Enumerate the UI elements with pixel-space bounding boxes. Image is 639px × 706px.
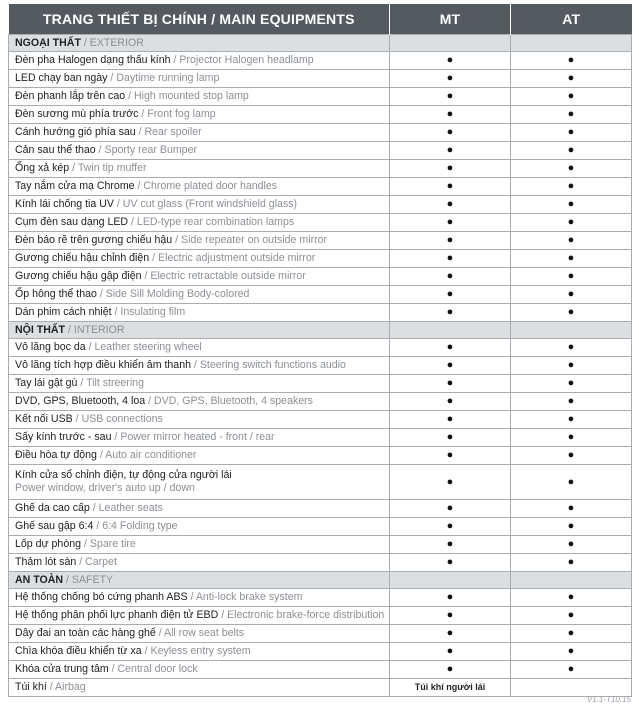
feature-name (9, 393, 390, 411)
feature-name-en: Tilt streering (86, 377, 144, 389)
feature-name-sep: / (46, 681, 56, 693)
feature-mt-mark: ● (390, 447, 511, 465)
feature-name (9, 214, 390, 232)
feature-name-sep: / (145, 395, 154, 407)
feature-at-mark: ● (511, 106, 632, 124)
feature-row (9, 142, 632, 160)
table-header-row (9, 4, 632, 35)
feature-mt-mark: ● (390, 518, 511, 536)
feature-name-sep: / (113, 198, 123, 210)
feature-at-mark: ● (511, 70, 632, 88)
feature-name (9, 589, 390, 607)
feature-name-en: Front fog lamp (147, 108, 216, 120)
header-title: TRANG THIẾT BỊ CHÍNH / MAIN EQUIPMENTS (9, 4, 390, 35)
feature-name-vn: Gương chiếu hậu chỉnh điện (15, 252, 150, 264)
feature-name-vn: Ghế sau gập 6:4 (15, 520, 94, 532)
feature-mt-mark: ● (390, 196, 511, 214)
feature-row (9, 393, 632, 411)
feature-name (9, 286, 390, 304)
feature-name (9, 554, 390, 572)
feature-name-vn: Ghế da cao cấp (15, 502, 90, 514)
feature-at-mark: ● (511, 196, 632, 214)
feature-name-sep: / (95, 144, 105, 156)
feature-name-en: Carpet (85, 556, 117, 568)
feature-name (9, 339, 390, 357)
feature-name (9, 70, 390, 88)
feature-mt-mark: ● (390, 375, 511, 393)
feature-name (9, 447, 390, 465)
header-mt: MT (390, 4, 511, 35)
feature-name-sep: / (96, 288, 106, 300)
feature-name (9, 106, 390, 124)
feature-name-en: Keyless entry system (150, 645, 251, 657)
feature-name-sep: / (69, 162, 78, 174)
feature-name-vn: Điều hòa tự động (15, 449, 97, 461)
feature-at-mark: ● (511, 250, 632, 268)
feature-name-en: UV cut glass (Front windshield glass) (122, 198, 298, 210)
feature-name-en: Insulating film (120, 306, 186, 318)
feature-row (9, 232, 632, 250)
feature-name-vn: Dây đai an toàn các hàng ghế (15, 627, 156, 639)
feature-at-mark: ● (511, 304, 632, 322)
feature-row (9, 447, 632, 465)
feature-name-en: Steering switch functions audio (199, 359, 346, 371)
feature-name-sep: / (89, 502, 99, 514)
feature-mt-mark: ● (390, 52, 511, 70)
feature-at-mark: ● (511, 214, 632, 232)
feature-row (9, 465, 632, 500)
feature-row (9, 268, 632, 286)
feature-name-vn: Hệ thống chống bó cứng phanh ABS (15, 591, 188, 603)
feature-at-mark: ● (511, 124, 632, 142)
feature-at-mark: ● (511, 589, 632, 607)
section-title (9, 322, 390, 339)
feature-name-en: Rear spoiler (144, 126, 202, 138)
feature-mt-mark: ● (390, 643, 511, 661)
feature-at-mark: ● (511, 536, 632, 554)
feature-row (9, 357, 632, 375)
feature-name-sep: / (72, 413, 82, 425)
feature-name (9, 411, 390, 429)
feature-name-vn: Cản sau thể thao (15, 144, 96, 156)
feature-name-vn: Tay nắm cửa mạ Chrome (15, 180, 135, 192)
feature-name-en: Chrome plated door handles (143, 180, 278, 192)
feature-name (9, 536, 390, 554)
feature-name-vn: LED chạy ban ngày (15, 72, 108, 84)
feature-name-en: USB connections (81, 413, 163, 425)
feature-name-sep: / (81, 538, 90, 550)
feature-name-vn: Hệ thống phân phối lực phanh điện tử EBD (15, 609, 219, 621)
equipment-sheet (8, 4, 631, 697)
feature-name-en: Side Sill Molding Body-colored (105, 288, 250, 300)
feature-name-en: Electric adjustment outside mirror (158, 252, 316, 264)
feature-at-mark: ● (511, 286, 632, 304)
section-title-vn: NGOẠI THẤT (15, 36, 81, 49)
feature-name (9, 178, 390, 196)
section-blank-at (511, 35, 632, 52)
feature-name-en: Electric retractable outside mirror (150, 270, 306, 282)
feature-name-vn: Đèn pha Halogen dạng thấu kính (15, 54, 171, 66)
feature-row (9, 500, 632, 518)
feature-row (9, 70, 632, 88)
feature-name-vn: Kính lái chống tia UV (15, 198, 114, 210)
feature-row (9, 429, 632, 447)
feature-row (9, 339, 632, 357)
feature-name-sep: / (172, 234, 182, 246)
feature-name-sep: / (134, 180, 144, 192)
section-title-en: EXTERIOR (89, 36, 144, 49)
feature-name-en: Central door lock (117, 663, 198, 675)
feature-mt-mark: ● (390, 339, 511, 357)
feature-name-vn: Gương chiếu hậu gập điện (15, 270, 142, 282)
feature-name-vn: Sấy kính trước - sau (15, 431, 112, 443)
feature-name-en: High mounted stop lamp (133, 90, 249, 102)
feature-name-sep: / (107, 72, 117, 84)
feature-mt-mark: ● (390, 88, 511, 106)
feature-name-sep: / (141, 645, 151, 657)
header-at: AT (511, 4, 632, 35)
feature-row (9, 250, 632, 268)
section-title-en: SAFETY (71, 573, 114, 586)
section-title-sep: / (63, 573, 72, 586)
feature-mt-mark: ● (390, 661, 511, 679)
feature-name-en: DVD, GPS, Bluetooth, 4 speakers (153, 395, 313, 407)
feature-mt-mark: ● (390, 160, 511, 178)
feature-name-en: Anti-lock brake system (195, 591, 303, 603)
feature-row (9, 304, 632, 322)
feature-row (9, 375, 632, 393)
feature-name (9, 643, 390, 661)
feature-name-en: Power mirror heated - front / rear (120, 431, 275, 443)
feature-mt-mark: ● (390, 607, 511, 625)
feature-name-vn: Đèn sương mù phía trước (15, 108, 139, 120)
feature-name-vn: Ống xả kép (15, 162, 70, 174)
feature-row (9, 554, 632, 572)
feature-mt-mark: ● (390, 268, 511, 286)
feature-name-en: 6:4 Folding type (102, 520, 178, 532)
section-title-en: INTERIOR (73, 323, 125, 336)
feature-row (9, 607, 632, 625)
feature-name-vn: Vô lăng bọc da (15, 341, 89, 353)
feature-name (9, 465, 390, 500)
feature-name-sep: / (108, 663, 118, 675)
feature-row (9, 52, 632, 70)
feature-name (9, 250, 390, 268)
feature-row (9, 178, 632, 196)
feature-row (9, 536, 632, 554)
feature-name-sep: / (111, 431, 121, 443)
feature-name-sep: / (170, 54, 180, 66)
feature-mt-mark: ● (390, 536, 511, 554)
feature-name-sep: / (88, 341, 95, 353)
feature-name-vn: Túi khí (15, 681, 47, 693)
feature-name (9, 232, 390, 250)
feature-name-sep: / (138, 108, 148, 120)
feature-mt-mark: ● (390, 304, 511, 322)
feature-at-mark: ● (511, 142, 632, 160)
feature-at-mark: ● (511, 160, 632, 178)
feature-mt-mark: ● (390, 411, 511, 429)
feature-name-en: Twin tip muffer (77, 162, 147, 174)
feature-name (9, 500, 390, 518)
feature-name-vn: Cánh hướng gió phía sau (15, 126, 136, 138)
section-title-sep: / (80, 36, 90, 49)
feature-at-mark: ● (511, 607, 632, 625)
feature-name (9, 679, 390, 697)
feature-at-mark: ● (511, 268, 632, 286)
feature-at-mark: ● (511, 339, 632, 357)
feature-row (9, 625, 632, 643)
section-blank-mt (390, 322, 511, 339)
feature-name-vn: Cụm đèn sau dạng LED (15, 216, 129, 228)
feature-name-en: Airbag (55, 681, 86, 693)
feature-name-sep: / (76, 556, 86, 568)
feature-mt-mark: ● (390, 286, 511, 304)
section-row (9, 572, 632, 589)
feature-at-mark: ● (511, 357, 632, 375)
feature-name-vn: Chìa khóa điều khiển từ xa (15, 645, 142, 657)
section-title (9, 572, 390, 589)
feature-name-sep: / (155, 627, 165, 639)
feature-mt-mark: ● (390, 429, 511, 447)
section-title-vn: AN TOÀN (15, 573, 64, 586)
feature-row (9, 661, 632, 679)
section-blank-at (511, 572, 632, 589)
section-title-vn: NỘI THẤT (15, 323, 66, 336)
feature-row (9, 589, 632, 607)
feature-row (9, 643, 632, 661)
section-row (9, 35, 632, 52)
feature-at-mark: ● (511, 429, 632, 447)
feature-at-mark: ● (511, 500, 632, 518)
feature-name-sep: / (190, 359, 200, 371)
feature-mt-mark: ● (390, 625, 511, 643)
feature-name-en: Electronic brake-force distribution (227, 609, 385, 621)
feature-name-en: Leather steering wheel (94, 341, 202, 353)
feature-name-vn: Vô lăng tích hợp điều khiển âm thanh (15, 359, 191, 371)
feature-name (9, 88, 390, 106)
feature-name-vn: DVD, GPS, Bluetooth, 4 loa (15, 395, 146, 407)
feature-name-en: Spare tire (89, 538, 136, 550)
feature-name (9, 142, 390, 160)
feature-at-mark: ● (511, 375, 632, 393)
feature-name (9, 268, 390, 286)
feature-row (9, 411, 632, 429)
feature-name (9, 625, 390, 643)
feature-name-vn: Tay lái gật gù (15, 377, 78, 389)
feature-mt-mark: ● (390, 124, 511, 142)
feature-at-mark: ● (511, 554, 632, 572)
feature-name-en: Leather seats (98, 502, 163, 514)
feature-name-vn: Ốp hông thể thao (15, 288, 97, 300)
feature-at-mark: ● (511, 411, 632, 429)
feature-name-vn: Thảm lót sàn (15, 556, 77, 568)
feature-name-sep: / (141, 270, 151, 282)
feature-at-mark: ● (511, 661, 632, 679)
feature-name-en: Projector Halogen headlamp (179, 54, 314, 66)
feature-mt-mark: ● (390, 142, 511, 160)
feature-name-sep: / (187, 591, 196, 603)
feature-name-vn: Đèn báo rẽ trên gương chiếu hậu (15, 234, 173, 246)
feature-mt-mark: ● (390, 589, 511, 607)
feature-row (9, 518, 632, 536)
feature-at-mark: ● (511, 178, 632, 196)
feature-name-sep: / (77, 377, 87, 389)
feature-at-mark: ● (511, 465, 632, 500)
feature-at-mark: ● (511, 393, 632, 411)
feature-name (9, 160, 390, 178)
feature-name (9, 607, 390, 625)
feature-name-sep: / (135, 126, 145, 138)
feature-name (9, 375, 390, 393)
section-blank-at (511, 322, 632, 339)
feature-name-sep: / (125, 90, 134, 102)
feature-mt-mark: ● (390, 393, 511, 411)
feature-mt-mark: ● (390, 232, 511, 250)
feature-name-sep: / (111, 306, 121, 318)
feature-name-en: Daytime running lamp (116, 72, 220, 84)
section-blank-mt (390, 35, 511, 52)
feature-row (9, 88, 632, 106)
feature-name-en: Auto air conditioner (105, 449, 197, 461)
feature-name (9, 52, 390, 70)
feature-row (9, 106, 632, 124)
feature-at-mark: ● (511, 447, 632, 465)
feature-mt-mark: ● (390, 214, 511, 232)
feature-name-sep: / (149, 252, 159, 264)
feature-mt-mark: ● (390, 178, 511, 196)
feature-name-vn: Kết nối USB (15, 413, 73, 425)
feature-name (9, 429, 390, 447)
feature-name-en: LED-type rear combination lamps (136, 216, 295, 228)
feature-at-mark: ● (511, 625, 632, 643)
section-row (9, 322, 632, 339)
feature-name-sep: / (93, 520, 103, 532)
feature-at-mark: ● (511, 88, 632, 106)
section-title-sep: / (65, 323, 74, 336)
feature-name-sep: / (128, 216, 137, 228)
feature-mt-mark: ● (390, 250, 511, 268)
feature-name-sep: / (96, 449, 106, 461)
feature-name (9, 304, 390, 322)
feature-row (9, 160, 632, 178)
feature-at-mark: ● (511, 232, 632, 250)
feature-at-mark: ● (511, 518, 632, 536)
feature-name-en: Sporty rear Bumper (104, 144, 197, 156)
feature-name (9, 357, 390, 375)
feature-name-sep: / (218, 609, 228, 621)
feature-row (9, 286, 632, 304)
feature-at-blank (511, 679, 632, 697)
feature-name-vn: Đèn phanh lắp trên cao (15, 90, 126, 102)
feature-name-vn: Kính cửa sổ chỉnh điện, tự động cửa người lái (15, 469, 232, 481)
section-blank-mt (390, 572, 511, 589)
feature-name-vn: Khóa cửa trung tâm (15, 663, 109, 675)
feature-mt-mark: ● (390, 554, 511, 572)
feature-name-en: Power window, driver's auto up / down (15, 482, 195, 494)
feature-name (9, 196, 390, 214)
feature-row (9, 214, 632, 232)
feature-name-vn: Dán phim cách nhiệt (15, 306, 112, 318)
feature-mt-mark: ● (390, 500, 511, 518)
feature-row (9, 196, 632, 214)
feature-name-en: Side repeater on outside mirror (181, 234, 328, 246)
feature-row (9, 124, 632, 142)
feature-at-mark: ● (511, 52, 632, 70)
feature-name-en: All row seat belts (164, 627, 245, 639)
feature-mt-mark: ● (390, 70, 511, 88)
section-title (9, 35, 390, 52)
feature-name (9, 124, 390, 142)
feature-mt-mark: ● (390, 357, 511, 375)
feature-note: Túi khí người lái (390, 679, 511, 697)
feature-name (9, 661, 390, 679)
feature-at-mark: ● (511, 643, 632, 661)
feature-name (9, 518, 390, 536)
feature-mt-mark: ● (390, 465, 511, 500)
feature-row (9, 679, 632, 697)
feature-name-vn: Lốp dự phòng (15, 538, 82, 550)
table-body (9, 35, 632, 697)
equipment-table (8, 4, 632, 697)
feature-mt-mark: ● (390, 106, 511, 124)
version-code: V1.1-T10.15 (586, 695, 631, 704)
